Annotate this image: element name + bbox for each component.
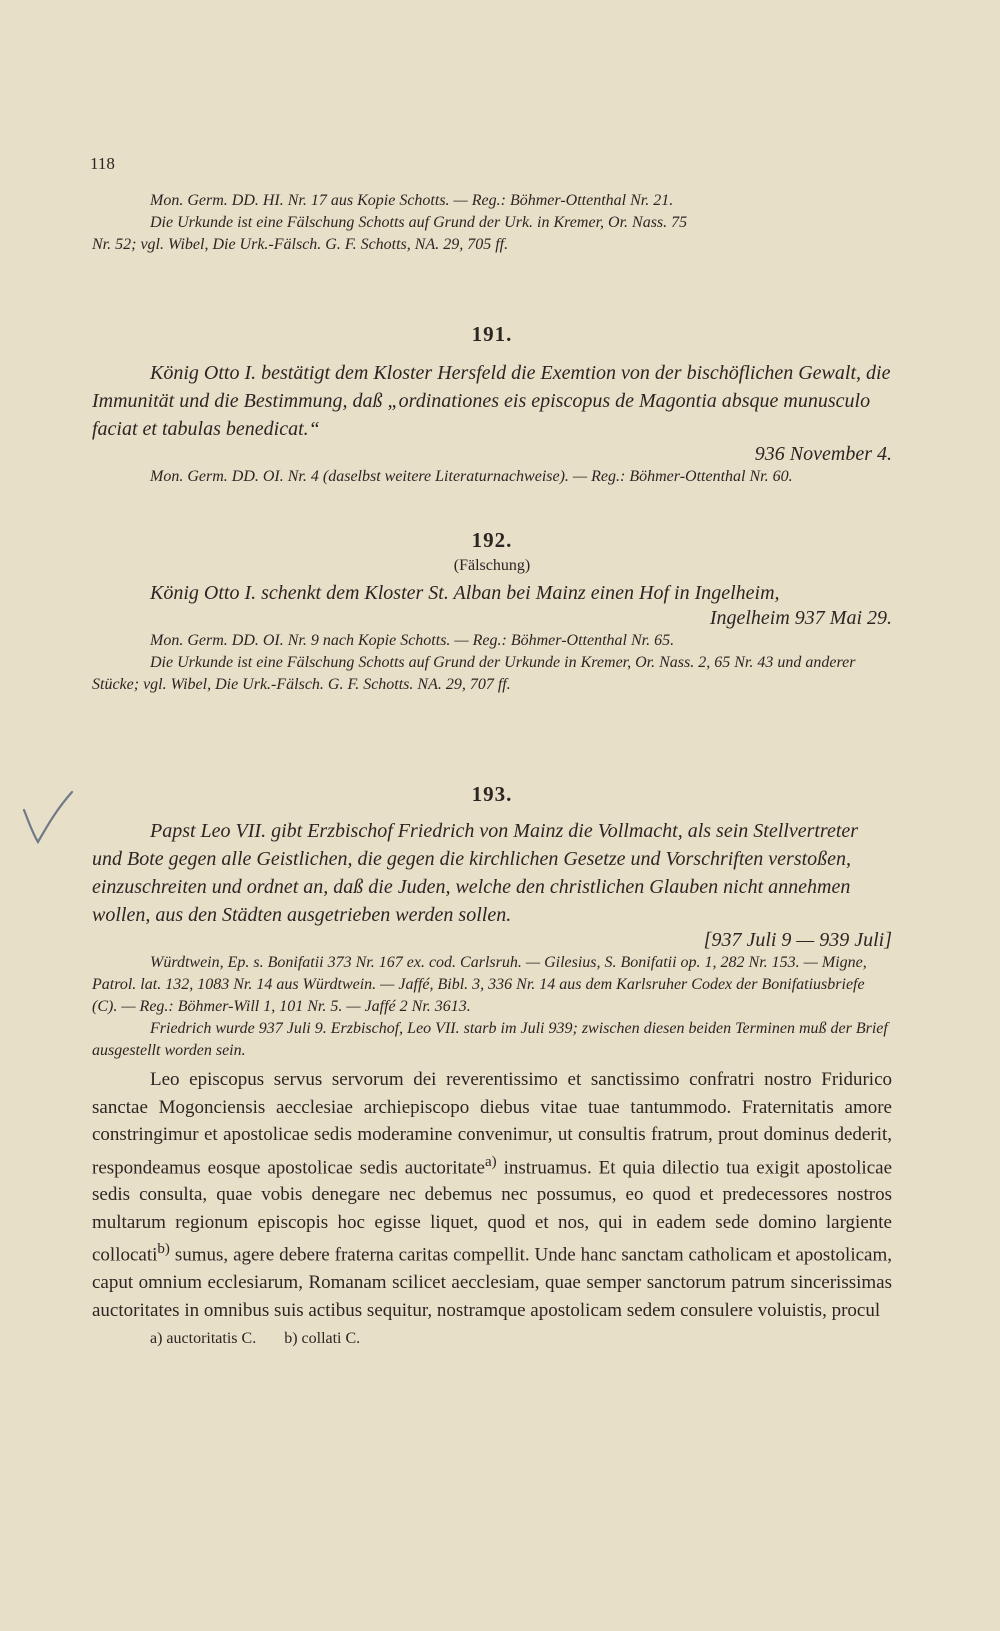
prev-entry-note-2: Nr. 52; vgl. Wibel, Die Urk.-Fälsch. G. F. Schotts, NA. 29, 705 ff.	[92, 236, 509, 253]
entry-reference: Mon. Germ. DD. OI. Nr. 4 (daselbst weitere Literaturnachweise). — Reg.: Böhmer-Ottenthal Nr. 60.	[150, 468, 793, 485]
footnote-marker-a: a)	[484, 1153, 497, 1170]
entry-192	[92, 528, 892, 696]
entry-number: 192.	[471, 528, 513, 552]
entry-193	[92, 782, 892, 1348]
footnote-b: b) collati C.	[284, 1330, 361, 1348]
latin-text-part-2: instruamus. Et quia dilectio tua exigit apostolicae sedis consulta, quae vobis denegare nec debemus nec possumus, eo quod et predecessores nostros multarum regionum episcopis hoc egisse liquet, quod et nos, qui in eadem sede domino largiente collocati	[92, 1156, 892, 1266]
entry-summary: König Otto I. schenkt dem Kloster St. Alban bei Mainz einen Hof in Ingelheim,	[150, 582, 780, 604]
entry-reference: Würdtwein, Ep. s. Bonifatii 373 Nr. 167 ex. cod. Carlsruh. — Gilesius, S. Bonifatii op. 1, 282 Nr. 153. — Migne, Patrol. lat. 132, 1083 Nr. 14 aus Würdtwein. — Jaffé, Bibl. 3, 336 Nr. 14 aus dem Karlsruher Codex der Bonifatiusbriefe (C). — Reg.: Böhmer-Will 1, 101 Nr. 5. — Jaffé 2 Nr. 3613.	[92, 954, 867, 1015]
prev-entry-note-1: Die Urkunde ist eine Fälschung Schotts auf Grund der Urk. in Kremer, Or. Nass. 75	[150, 214, 688, 231]
latin-text	[92, 1066, 892, 1324]
prev-entry-ref: Mon. Germ. DD. HI. Nr. 17 aus Kopie Schotts. — Reg.: Böhmer-Ottenthal Nr. 21.	[150, 192, 674, 209]
entry-date: [937 Juli 9 — 939 Juli]	[703, 929, 892, 951]
entry-number: 193.	[471, 782, 513, 806]
footnote-a: a) auctoritatis C.	[150, 1330, 257, 1348]
entry-191	[92, 322, 892, 488]
footnote-marker-b: b)	[157, 1241, 170, 1258]
entry-date: 936 November 4.	[754, 443, 892, 465]
latin-text-part-1: Leo episcopus servus servorum dei reverentissimo et sanctissimo confratri nostro Fridurico sanctae Mogonciensis aecclesiae archiepiscopo diebus vitae tuae tantummodo. Fraternitatis amore constringimur et apostolicae sedis moderamine convenimur, ut consultis fratrum, prout dominus dederit, respondeamus eosque apostolicae sedis auctoritate	[92, 1069, 892, 1178]
entry-reference: Mon. Germ. DD. OI. Nr. 9 nach Kopie Schotts. — Reg.: Böhmer-Ottenthal Nr. 65.	[150, 632, 675, 649]
entry-note: Die Urkunde ist eine Fälschung Schotts auf Grund der Urkunde in Kremer, Or. Nass. 2, 65 Nr. 43 und anderer Stücke; vgl. Wibel, Die Urk.-Fälsch. G. F. Schotts. NA. 29, 707 ff.	[92, 654, 856, 693]
entry-number: 191.	[471, 322, 513, 346]
entry-note: Friedrich wurde 937 Juli 9. Erzbischof, Leo VII. starb im Juli 939; zwischen diesen beiden Terminen muß der Brief ausgestellt worden sein.	[92, 1020, 888, 1059]
latin-text-part-3: sumus, agere debere fraterna caritas compellit. Unde hanc sanctam catholicam et apostolicam, caput omnium ecclesiarum, Romanam scilicet aecclesiam, quae semper sanctorum patrum sincerissimas auctoritates in omnibus suis actibus sequitur, nostramque apostolicam sedem consulere voluistis, procul	[92, 1244, 892, 1321]
footnotes	[92, 1330, 892, 1348]
entry-date: Ingelheim 937 Mai 29.	[709, 607, 892, 629]
entry-summary: Papst Leo VII. gibt Erzbischof Friedrich von Mainz die Vollmacht, als sein Stellvertreter und Bote gegen alle Geistlichen, die gegen die kirchlichen Gesetze und Vorschriften verstoßen, einzuschreiten und ordnet an, daß die Juden, welche den christlichen Glauben nicht annehmen wollen, aus den Städten ausgetrieben werden sollen.	[92, 820, 859, 926]
entry-summary: König Otto I. bestätigt dem Kloster Hersfeld die Exemtion von der bischöflichen Gewalt, die Immunität und die Bestimmung, daß „ordinationes eis episcopus de Magontia absque munusculo faciat et tabulas benedicat.“	[92, 362, 891, 440]
page-number: 118	[90, 154, 115, 173]
forgery-label: (Fälschung)	[453, 557, 531, 574]
pencil-check-mark-icon	[20, 790, 80, 880]
prev-entry-notes	[92, 190, 892, 256]
